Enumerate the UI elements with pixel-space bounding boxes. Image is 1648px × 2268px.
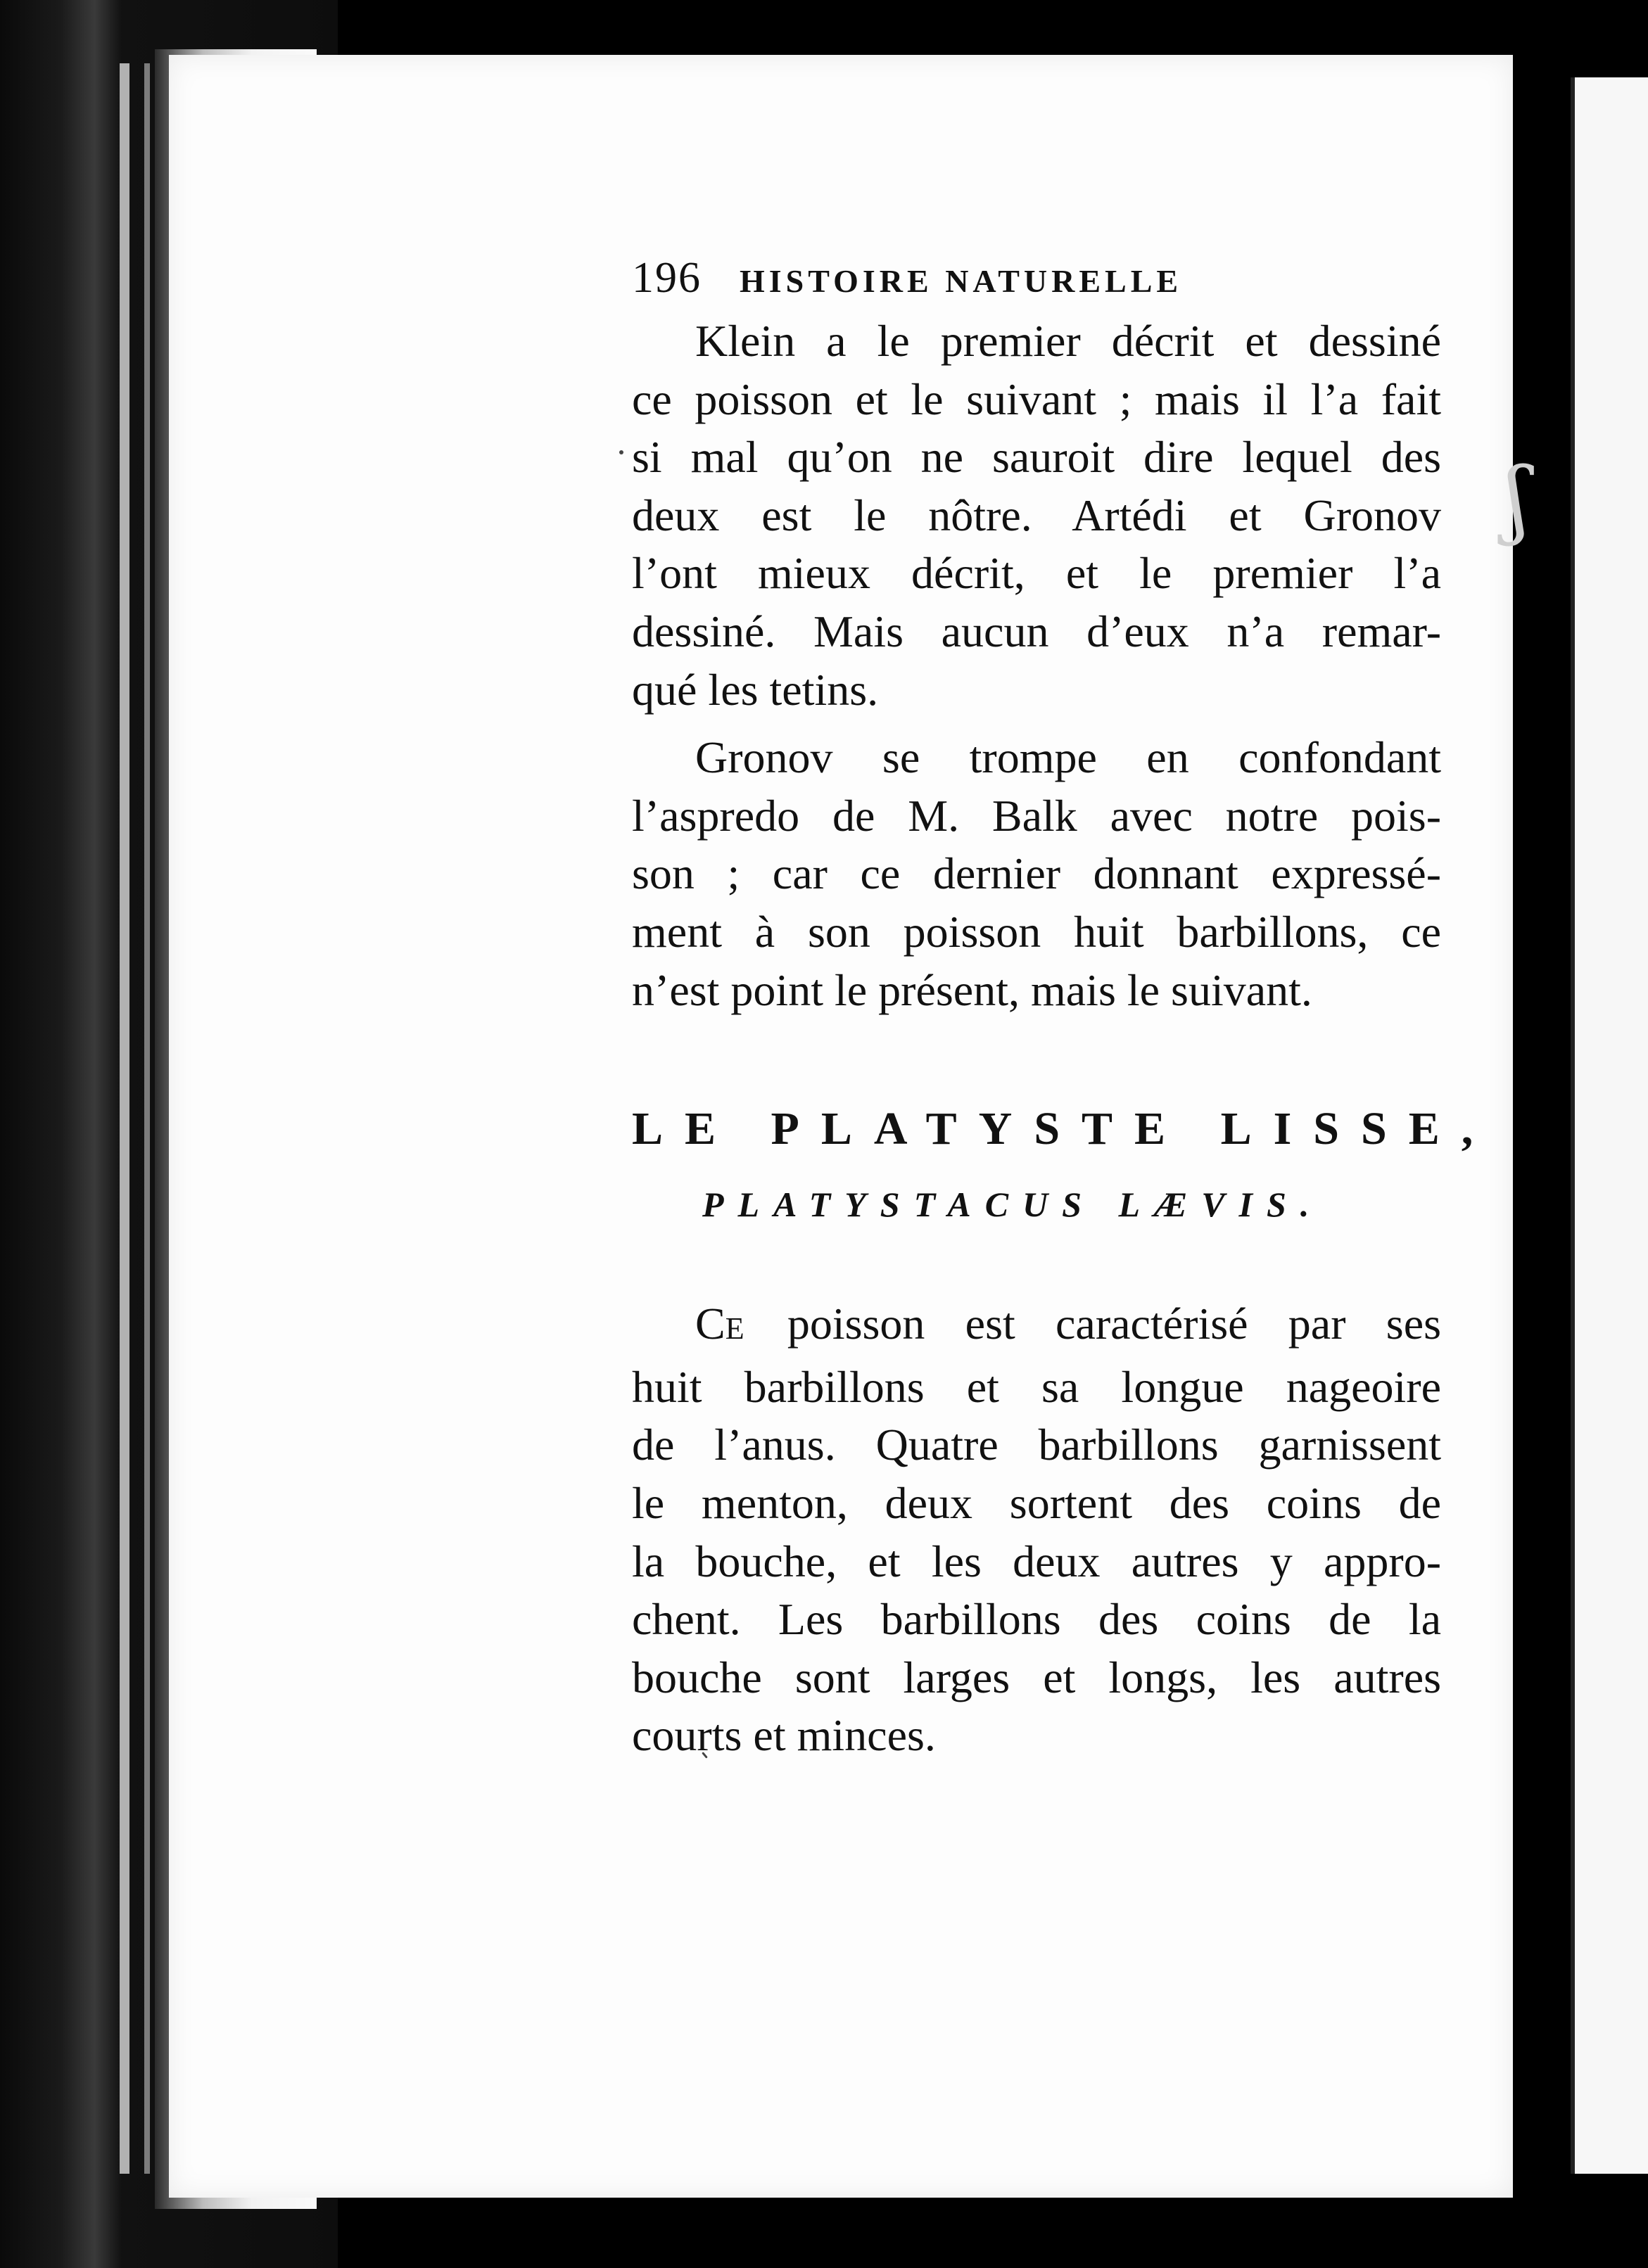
next-page-mark: ʃ	[1506, 450, 1529, 548]
paragraph	[632, 312, 1441, 719]
page-content	[632, 253, 1495, 1765]
text-line: courts et minces.	[632, 1710, 936, 1761]
text-line: l’ont mieux décrit, et le premier l’a	[632, 548, 1441, 599]
binding-edge	[120, 63, 129, 2174]
text-line: si mal qu’on ne sauroit dire lequel des	[632, 432, 1441, 483]
text-line: Klein a le premier décrit et dessiné	[695, 316, 1441, 366]
paragraph	[632, 729, 1441, 1019]
text-line: l’aspredo de M. Balk avec notre pois-	[632, 790, 1441, 841]
running-head	[632, 253, 1441, 312]
paragraph	[632, 1295, 1441, 1765]
ink-speck	[619, 450, 623, 454]
page-number: 196	[632, 254, 702, 302]
text-line: ce poisson et le suivant ; mais il l’a fait	[632, 374, 1441, 424]
running-title: HISTOIRE NATURELLE	[740, 263, 1183, 299]
binding-edge	[144, 63, 150, 2174]
text-line: ment à son poisson huit barbillons, ce	[632, 906, 1441, 957]
text-line	[632, 1295, 1441, 1358]
small-cap: E	[725, 1311, 747, 1346]
text-line: deux est le nôtre. Artédi et Gronov	[632, 490, 1441, 540]
text-line: chent. Les barbillons des coins de la	[632, 1594, 1441, 1645]
text-line: n’est point le présent, mais le suivant.	[632, 964, 1312, 1015]
text-line: de l’anus. Quatre barbillons garnissent	[632, 1420, 1441, 1470]
text-line: son ; car ce dernier donnant expressé-	[632, 848, 1441, 899]
drop-cap: C	[695, 1299, 725, 1349]
text-line: bouche sont larges et longs, les autres	[632, 1652, 1441, 1702]
next-page-edge	[1571, 77, 1648, 2174]
text-line: dessiné. Mais aucun d’eux n’a remar-	[632, 606, 1441, 656]
text-line: qué les tetins.	[632, 664, 879, 715]
section-heading: LE PLATYSTE LISSE,	[632, 1103, 1495, 1155]
section-subheading: PLATYSTACUS LÆVIS.	[702, 1185, 1324, 1225]
text-line: le menton, deux sortent des coins de	[632, 1477, 1441, 1528]
text-line: la bouche, et les deux autres y appro-	[632, 1536, 1441, 1586]
text-line: Gronov se trompe en confondant	[695, 732, 1441, 783]
text-line: huit barbillons et sa longue nageoire	[632, 1361, 1441, 1412]
text-fragment: poisson est caractérisé par ses	[747, 1299, 1441, 1349]
